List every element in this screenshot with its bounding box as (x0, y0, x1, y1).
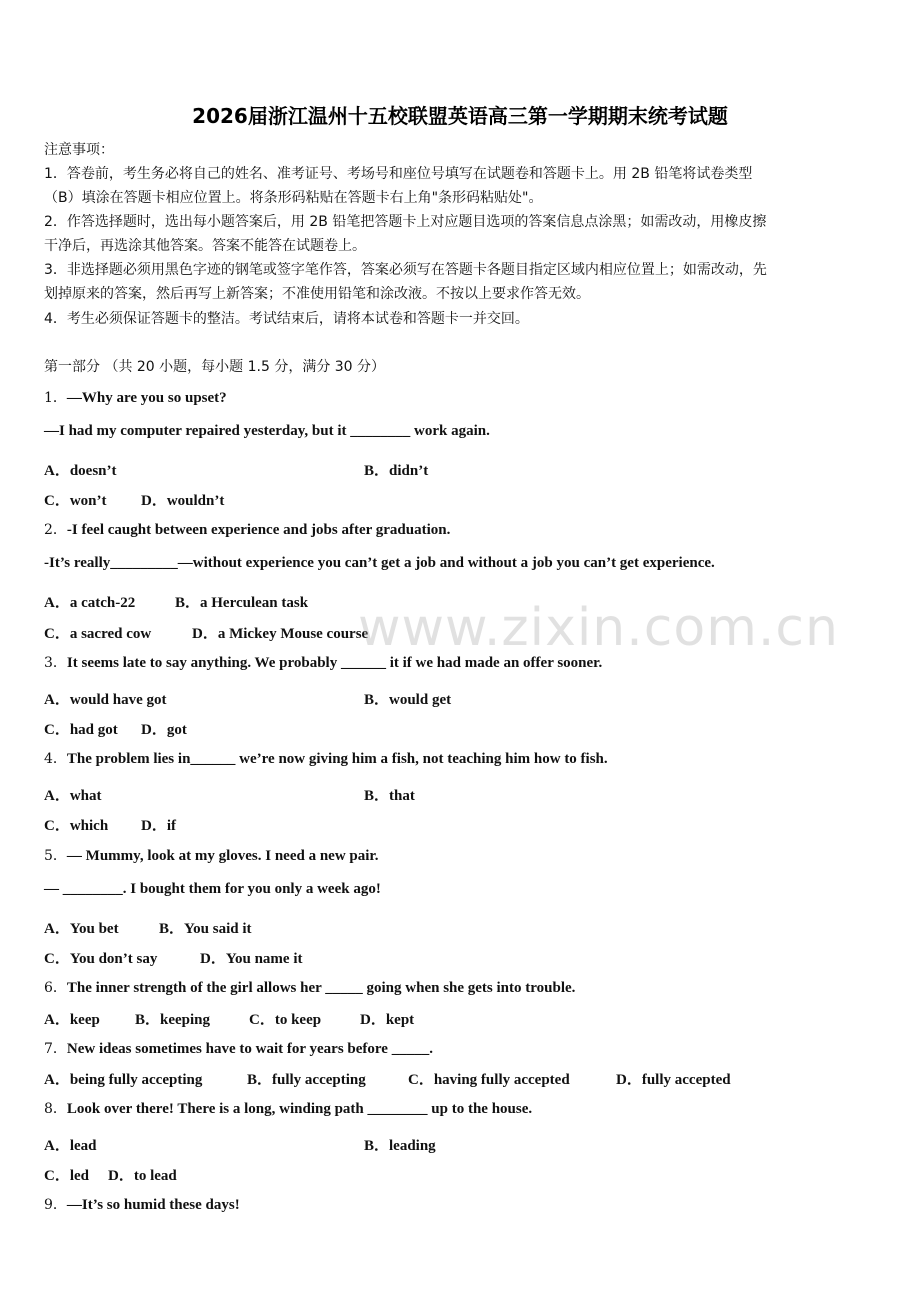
option: A．what (44, 788, 102, 804)
option: C．having fully accepted (408, 1072, 570, 1088)
question-number: 5． (44, 848, 67, 864)
question-text: -It’s really_________—without experience you can’t get a job and without a job you can’t get experience. (44, 555, 715, 571)
option: D．wouldn’t (141, 493, 225, 509)
option: C．which (44, 818, 109, 834)
option: A．keep (44, 1012, 100, 1028)
option: B．keeping (135, 1012, 211, 1028)
question-6 (44, 977, 575, 997)
option: D．got (141, 722, 187, 738)
question-7 (44, 1038, 433, 1058)
question-text: -I feel caught between experience and jobs after graduation. (66, 522, 451, 538)
notice-line: （B）填涂在答题卡相应位置上。将条形码粘贴在答题卡右上角"条形码粘贴处"。 (44, 190, 543, 206)
option: C．You don’t say (44, 951, 158, 967)
option: C．led (44, 1168, 90, 1184)
option: D．if (141, 818, 176, 834)
notice-line: 干净后，再选涂其他答案。答案不能答在试题卷上。 (44, 238, 366, 254)
notice-line: 3．非选择题必须用黑色字迹的钢笔或签字笔作答，答案必须写在答题卡各题目指定区域内相应位置上；如需改动，先 (44, 262, 767, 278)
option: B．fully accepting (247, 1072, 366, 1088)
notice-line: 划掉原来的答案，然后再写上新答案；不准使用铅笔和涂改液。不按以上要求作答无效。 (44, 286, 590, 302)
watermark: www.zixin.com.cn (358, 598, 839, 658)
notice-line: 1．答卷前，考生务必将自己的姓名、准考证号、考场号和座位号填写在试题卷和答题卡上。用 2B 铅笔将试卷类型 (44, 166, 753, 182)
option: B．didn’t (364, 463, 429, 479)
question-text: — ________. I bought them for you only a week ago! (44, 881, 381, 897)
question-text: The problem lies in______ we’re now giving him a fish, not teaching him how to fish. (66, 751, 608, 767)
option: A．doesn’t (44, 463, 117, 479)
question-number: 8． (44, 1101, 67, 1117)
option: C．to keep (249, 1012, 322, 1028)
notice-heading: 注意事项： (44, 142, 114, 158)
option: C．had got (44, 722, 118, 738)
notice-line: 4．考生必须保证答题卡的整洁。考试结束后，请将本试卷和答题卡一并交回。 (44, 311, 529, 327)
question-text: — Mummy, look at my gloves. I need a new pair. (66, 848, 379, 864)
option: D．kept (360, 1012, 415, 1028)
option: D．a Mickey Mouse course (192, 626, 369, 642)
question-number: 1． (44, 390, 67, 406)
option: C．a sacred cow (44, 626, 152, 642)
question-text: It seems late to say anything. We probably ______ it if we had made an offer sooner. (66, 655, 603, 671)
question-number: 7． (44, 1041, 67, 1057)
question-text: Look over there! There is a long, winding path ________ up to the house. (66, 1101, 533, 1117)
option: D．fully accepted (616, 1072, 731, 1088)
question-8 (44, 1098, 532, 1118)
option: D．to lead (108, 1168, 177, 1184)
question-text: —I had my computer repaired yesterday, but it ________ work again. (44, 423, 490, 439)
question-text: —Why are you so upset? (66, 390, 227, 406)
option: C．won’t (44, 493, 107, 509)
question-number: 4． (44, 751, 67, 767)
option: B．that (364, 788, 415, 804)
question-9 (44, 1194, 240, 1214)
option: A．would have got (44, 692, 167, 708)
option: B．a Herculean task (175, 595, 309, 611)
section-heading: 第一部分 （共 20 小题，每小题 1.5 分，满分 30 分） (44, 359, 386, 375)
question-1 (44, 387, 227, 407)
notice-line: 2．作答选择题时，选出每小题答案后，用 2B 铅笔把答题卡上对应题目选项的答案信息点涂黑；如需改动，用橡皮擦 (44, 214, 767, 230)
question-text: —It’s so humid these days! (66, 1197, 240, 1213)
question-number: 6． (44, 980, 67, 996)
question-text: New ideas sometimes have to wait for years before _____. (66, 1041, 433, 1057)
option: B．would get (364, 692, 452, 708)
option: D．You name it (200, 951, 303, 967)
question-text: The inner strength of the girl allows her _____ going when she gets into trouble. (66, 980, 576, 996)
question-number: 9． (44, 1197, 67, 1213)
option: A．lead (44, 1138, 97, 1154)
option: A．You bet (44, 921, 119, 937)
question-2 (44, 519, 450, 539)
option: A．being fully accepting (44, 1072, 203, 1088)
question-5 (44, 845, 378, 865)
question-4 (44, 748, 608, 768)
question-number: 2． (44, 522, 67, 538)
option: A．a catch-22 (44, 595, 136, 611)
option: B．leading (364, 1138, 436, 1154)
question-number: 3． (44, 655, 67, 671)
option: B．You said it (159, 921, 252, 937)
page-title: 2026届浙江温州十五校联盟英语高三第一学期期末统考试题 (192, 104, 728, 128)
